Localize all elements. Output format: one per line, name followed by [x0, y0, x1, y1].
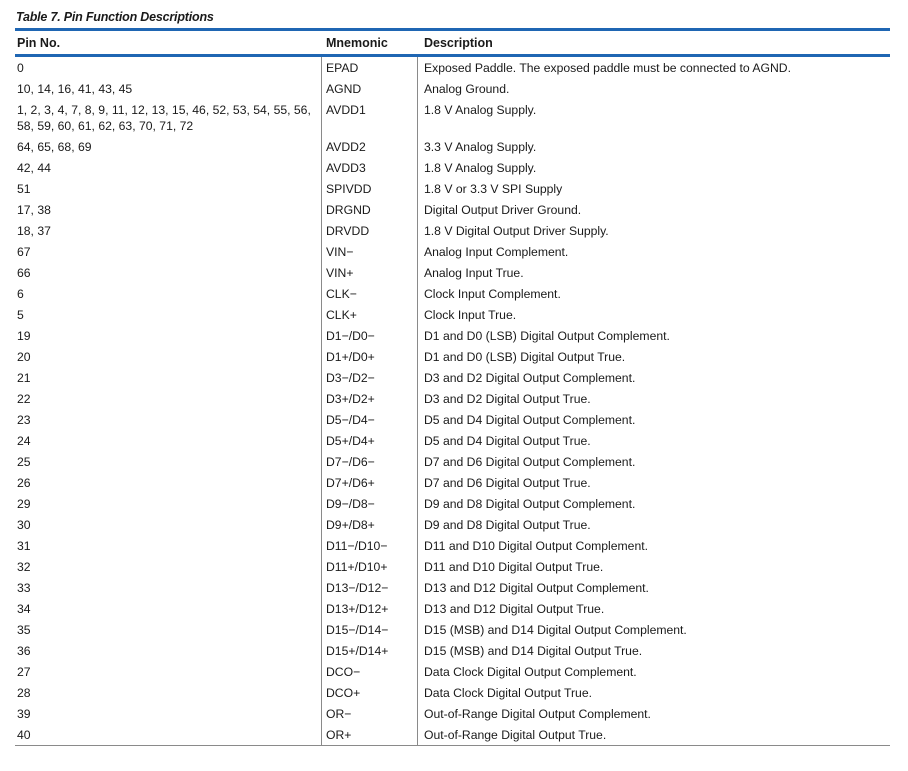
cell-pin-no: 35: [15, 619, 322, 640]
table-row: [15, 178, 890, 199]
table-row: [15, 78, 890, 99]
cell-description: Digital Output Driver Ground.: [424, 203, 582, 217]
cell-pin-no: 32: [15, 556, 322, 577]
cell-pin-no: 22: [15, 388, 322, 409]
cell-description: Data Clock Digital Output Complement.: [424, 665, 637, 679]
cell-pin-no: 39: [15, 703, 322, 724]
cell-mnemonic: AGND: [322, 78, 418, 99]
cell-mnemonic: DRGND: [322, 199, 418, 220]
table-row: [15, 57, 890, 78]
cell-pin-no: 64, 65, 68, 69: [15, 136, 322, 157]
table-row: [15, 409, 890, 430]
header-pin-no: Pin No.: [17, 35, 61, 50]
cell-mnemonic: VIN+: [322, 262, 418, 283]
cell-mnemonic: D3−/D2−: [322, 367, 418, 388]
cell-description: D1 and D0 (LSB) Digital Output Complement.: [424, 329, 670, 343]
cell-mnemonic: D11+/D10+: [322, 556, 418, 577]
cell-description: D5 and D4 Digital Output Complement.: [424, 413, 636, 427]
table-row: [15, 99, 890, 136]
cell-pin-no: 25: [15, 451, 322, 472]
cell-pin-no: 67: [15, 241, 322, 262]
cell-description: Clock Input Complement.: [424, 287, 561, 301]
cell-pin-no: 31: [15, 535, 322, 556]
table-row: [15, 388, 890, 409]
table-row: [15, 703, 890, 724]
cell-pin-no: 33: [15, 577, 322, 598]
table-header-row: [15, 31, 890, 57]
cell-description: D11 and D10 Digital Output True.: [424, 560, 604, 574]
table-row: [15, 241, 890, 262]
cell-pin-no: 66: [15, 262, 322, 283]
cell-description: Exposed Paddle. The exposed paddle must be connected to AGND.: [424, 61, 791, 75]
table-row: [15, 136, 890, 157]
pin-function-table: [15, 28, 890, 746]
cell-description: D7 and D6 Digital Output True.: [424, 476, 591, 490]
cell-pin-no: 27: [15, 661, 322, 682]
cell-pin-no: 26: [15, 472, 322, 493]
cell-pin-no: 20: [15, 346, 322, 367]
table-row: [15, 682, 890, 703]
cell-pin-no: 29: [15, 493, 322, 514]
table-row: [15, 325, 890, 346]
cell-pin-no: 23: [15, 409, 322, 430]
cell-description: D13 and D12 Digital Output True.: [424, 602, 605, 616]
table-row: [15, 451, 890, 472]
table-row: [15, 577, 890, 598]
table-row: [15, 640, 890, 661]
header-mnemonic: Mnemonic: [326, 35, 388, 50]
cell-description: Out-of-Range Digital Output Complement.: [424, 707, 651, 721]
table-row: [15, 304, 890, 325]
cell-pin-no: 5: [15, 304, 322, 325]
cell-pin-no: 40: [15, 724, 322, 745]
table-row: [15, 514, 890, 535]
cell-pin-no: 42, 44: [15, 157, 322, 178]
cell-mnemonic: D13+/D12+: [322, 598, 418, 619]
table-row: [15, 199, 890, 220]
table-row: [15, 619, 890, 640]
cell-pin-no: 36: [15, 640, 322, 661]
cell-pin-no: 17, 38: [15, 199, 322, 220]
cell-mnemonic: CLK−: [322, 283, 418, 304]
cell-description: D15 (MSB) and D14 Digital Output True.: [424, 644, 643, 658]
cell-pin-no: 19: [15, 325, 322, 346]
table-row: [15, 262, 890, 283]
cell-description: D11 and D10 Digital Output Complement.: [424, 539, 649, 553]
table-row: [15, 661, 890, 682]
cell-mnemonic: DCO+: [322, 682, 418, 703]
cell-pin-no: 6: [15, 283, 322, 304]
cell-mnemonic: AVDD3: [322, 157, 418, 178]
cell-mnemonic: D7−/D6−: [322, 451, 418, 472]
cell-mnemonic: DRVDD: [322, 220, 418, 241]
cell-description: D7 and D6 Digital Output Complement.: [424, 455, 636, 469]
cell-mnemonic: DCO−: [322, 661, 418, 682]
cell-pin-no: 1, 2, 3, 4, 7, 8, 9, 11, 12, 13, 15, 46, 52, 53, 54, 55, 56, 58, 59, 60, 61, 62, 63, 70, 71, 72: [15, 99, 322, 136]
cell-pin-no: 10, 14, 16, 41, 43, 45: [15, 78, 322, 99]
cell-description: Analog Input True.: [424, 266, 524, 280]
table-row: [15, 220, 890, 241]
cell-description: D13 and D12 Digital Output Complement.: [424, 581, 649, 595]
cell-description: Clock Input True.: [424, 308, 517, 322]
cell-pin-no: 28: [15, 682, 322, 703]
cell-description: Data Clock Digital Output True.: [424, 686, 592, 700]
table-row: [15, 472, 890, 493]
cell-mnemonic: SPIVDD: [322, 178, 418, 199]
table-row: [15, 493, 890, 514]
cell-description: D15 (MSB) and D14 Digital Output Complement.: [424, 623, 687, 637]
table-row: [15, 430, 890, 451]
cell-mnemonic: D1+/D0+: [322, 346, 418, 367]
cell-mnemonic: D15+/D14+: [322, 640, 418, 661]
table-caption: Table 7. Pin Function Descriptions: [16, 10, 214, 24]
cell-pin-no: 0: [15, 57, 322, 78]
cell-description: 3.3 V Analog Supply.: [424, 140, 537, 154]
cell-description: D3 and D2 Digital Output True.: [424, 392, 591, 406]
cell-mnemonic: D9+/D8+: [322, 514, 418, 535]
cell-mnemonic: VIN−: [322, 241, 418, 262]
cell-mnemonic: D1−/D0−: [322, 325, 418, 346]
cell-pin-no: 21: [15, 367, 322, 388]
cell-description: D9 and D8 Digital Output Complement.: [424, 497, 636, 511]
cell-pin-no: 18, 37: [15, 220, 322, 241]
cell-mnemonic: D9−/D8−: [322, 493, 418, 514]
cell-mnemonic: OR−: [322, 703, 418, 724]
cell-description: 1.8 V Analog Supply.: [424, 161, 537, 175]
table-bottom-rule: [15, 745, 890, 746]
cell-description: Analog Input Complement.: [424, 245, 569, 259]
table-row: [15, 535, 890, 556]
header-description: Description: [424, 35, 493, 50]
cell-description: 1.8 V Analog Supply.: [424, 103, 537, 117]
cell-mnemonic: D15−/D14−: [322, 619, 418, 640]
cell-mnemonic: D5−/D4−: [322, 409, 418, 430]
cell-description: D9 and D8 Digital Output True.: [424, 518, 591, 532]
table-row: [15, 367, 890, 388]
cell-description: 1.8 V Digital Output Driver Supply.: [424, 224, 609, 238]
cell-mnemonic: D11−/D10−: [322, 535, 418, 556]
cell-pin-no: 24: [15, 430, 322, 451]
table-row: [15, 346, 890, 367]
cell-description: Analog Ground.: [424, 82, 510, 96]
cell-description: Out-of-Range Digital Output True.: [424, 728, 607, 742]
cell-description: D5 and D4 Digital Output True.: [424, 434, 591, 448]
table-row: [15, 283, 890, 304]
cell-pin-no: 34: [15, 598, 322, 619]
table-body: [15, 57, 890, 745]
table-row: [15, 556, 890, 577]
cell-mnemonic: AVDD1: [322, 99, 418, 136]
cell-mnemonic: D3+/D2+: [322, 388, 418, 409]
cell-mnemonic: AVDD2: [322, 136, 418, 157]
cell-description: D1 and D0 (LSB) Digital Output True.: [424, 350, 626, 364]
table-row: [15, 724, 890, 745]
cell-mnemonic: D7+/D6+: [322, 472, 418, 493]
cell-pin-no: 51: [15, 178, 322, 199]
table-row: [15, 598, 890, 619]
cell-description: D3 and D2 Digital Output Complement.: [424, 371, 636, 385]
cell-mnemonic: OR+: [322, 724, 418, 745]
cell-description: 1.8 V or 3.3 V SPI Supply: [424, 182, 563, 196]
cell-pin-no: 30: [15, 514, 322, 535]
cell-mnemonic: D5+/D4+: [322, 430, 418, 451]
cell-mnemonic: EPAD: [322, 57, 418, 78]
cell-mnemonic: D13−/D12−: [322, 577, 418, 598]
cell-mnemonic: CLK+: [322, 304, 418, 325]
table-row: [15, 157, 890, 178]
